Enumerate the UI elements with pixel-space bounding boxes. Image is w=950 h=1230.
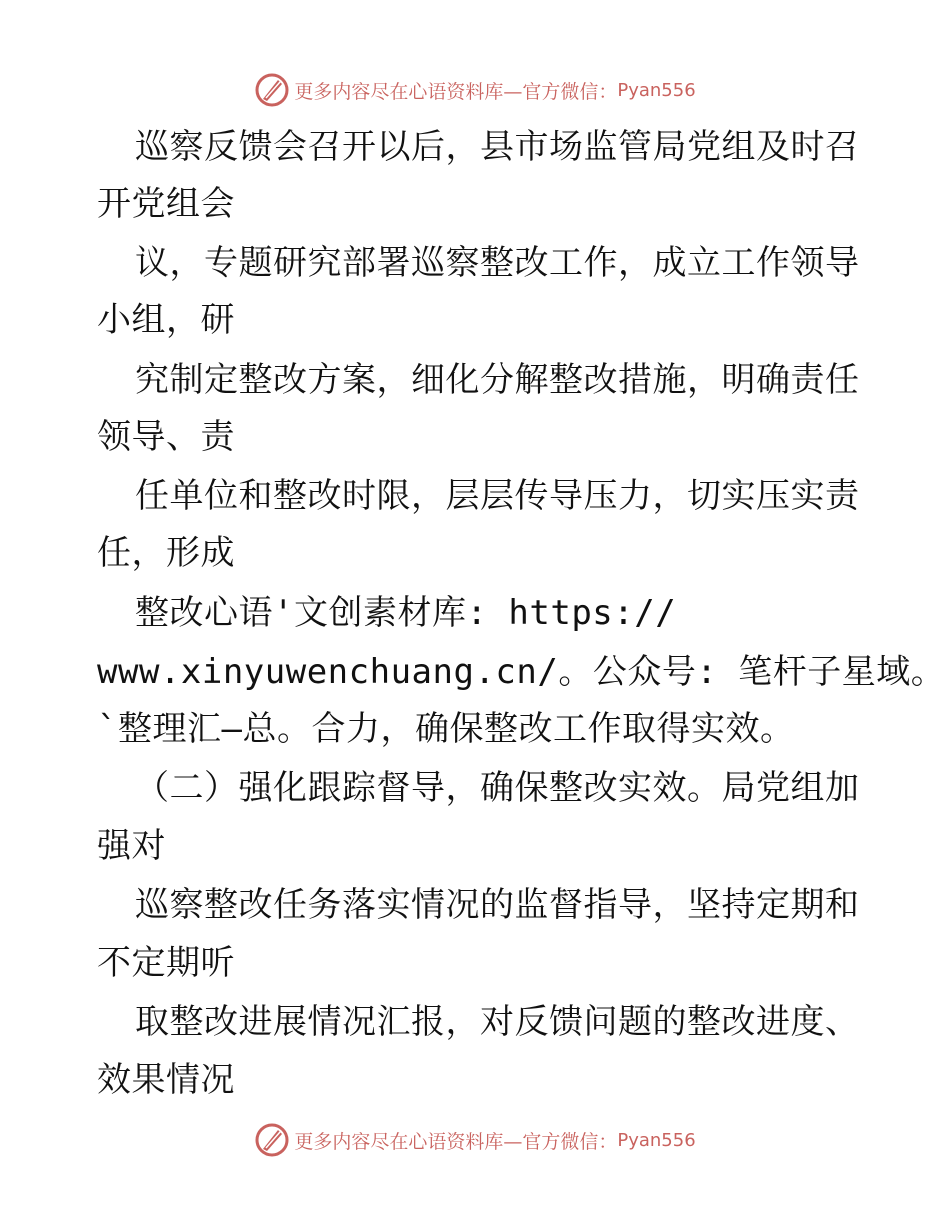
body-line: 巡察整改任务落实情况的监督指导，坚持定期和 (135, 885, 860, 925)
body-line: 巡察反馈会召开以后，县市场监管局党组及时召 (135, 127, 860, 167)
body-line: 议，专题研究部署巡察整改工作，成立工作领导 (135, 243, 860, 283)
body-line: （二）强化跟踪督导，确保整改实效。局党组加 (135, 768, 860, 808)
body-line: 开党组会 (97, 184, 235, 224)
body-line: 任，形成 (97, 533, 235, 573)
body-line: 不定期听 (97, 943, 235, 983)
body-line: 小组，研 (97, 300, 235, 340)
body-line: 领导、责 (97, 417, 235, 457)
body-line: 整改心语'文创素材库: https:// (135, 593, 677, 633)
body-line: 强对 (97, 826, 166, 866)
quill-logo-icon (254, 72, 290, 108)
body-line: 究制定整改方案，细化分解整改措施，明确责任 (135, 360, 860, 400)
body-line: 任单位和整改时限，层层传导压力，切实压实责 (135, 476, 860, 516)
body-line: 取整改进展情况汇报，对反馈问题的整改进度、 (135, 1002, 860, 1042)
watermark-wechat-id: Pyan556 (617, 79, 696, 101)
header-watermark (0, 70, 950, 110)
body-line: `整理汇—总。合力，确保整改工作取得实效。 (97, 709, 795, 749)
body-line: www.xinyuwenchuang.cn/。公众号: 笔杆子星域。 (97, 652, 946, 692)
body-line: 效果情况 (97, 1060, 235, 1100)
watermark-wechat-id: Pyan556 (617, 1129, 696, 1151)
quill-logo-icon (254, 1122, 290, 1158)
footer-watermark (0, 1120, 950, 1160)
watermark-text: 更多内容尽在心语资料库—官方微信： (294, 1130, 618, 1153)
watermark-text: 更多内容尽在心语资料库—官方微信： (294, 80, 618, 103)
